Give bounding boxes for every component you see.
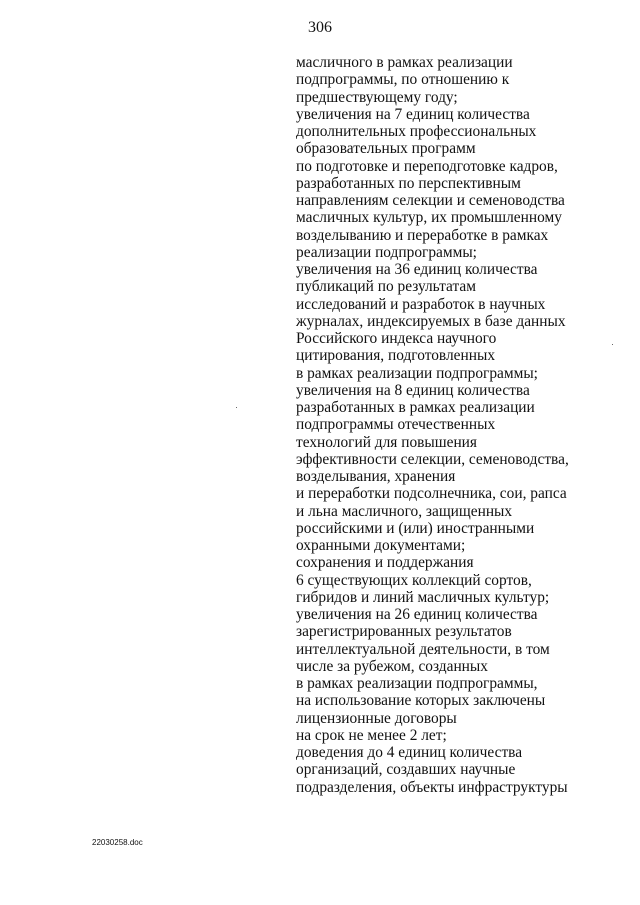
scan-speck	[236, 407, 237, 408]
text-line: Российского индекса научного	[296, 330, 497, 347]
text-line: возделывания, хранения	[296, 468, 456, 485]
text-line: журналах, индексируемых в базе данных	[296, 312, 566, 330]
text-line: интеллектуальной деятельности, в том	[296, 640, 550, 658]
text-line: российскими и (или) иностранными	[296, 519, 535, 537]
text-line: на срок не менее 2 лет;	[296, 726, 447, 744]
text-line: цитирования, подготовленных	[296, 347, 496, 365]
text-line: увеличения на 26 единиц количества	[296, 606, 538, 623]
body-text	[296, 54, 626, 796]
text-line: предшествующему году;	[296, 88, 458, 106]
text-line: по подготовке и переподготовке кадров,	[296, 157, 558, 175]
text-line: сохранения и поддержания	[296, 554, 474, 572]
scan-speck	[612, 344, 613, 345]
text-line: реализации подпрограммы;	[296, 243, 477, 261]
text-line: технологий для повышения	[296, 433, 477, 451]
text-line: направлениям селекции и семеноводства	[296, 192, 565, 209]
page-number: 306	[308, 19, 332, 36]
footer-filename: 22030258.doc	[92, 838, 143, 847]
text-line: и переработки подсолнечника, сои, рапса	[296, 485, 567, 503]
text-line: охранными документами;	[296, 537, 466, 554]
text-line: подпрограммы, по отношению к	[296, 71, 510, 89]
text-line: гибридов и линий масличных культур;	[296, 588, 550, 606]
text-line: эффективности селекции, семеноводства,	[296, 450, 569, 468]
text-line: лицензионные договоры	[296, 709, 457, 727]
text-line: и льна масличного, защищенных	[296, 502, 513, 520]
text-line: зарегистрированных результатов	[296, 623, 512, 641]
text-line: доведения до 4 единиц количества	[296, 744, 523, 761]
text-line: организаций, создавших научные	[296, 761, 516, 779]
text-line: увеличения на 7 единиц количества	[296, 105, 530, 123]
text-line: масличных культур, их промышленному	[296, 209, 562, 227]
text-line: числе за рубежом, созданных	[296, 657, 488, 675]
text-line: в рамках реализации подпрограммы;	[296, 364, 538, 382]
text-line: подпрограммы отечественных	[296, 416, 496, 434]
text-line: увеличения на 8 единиц количества	[296, 381, 530, 399]
text-line: разработанных по перспективным	[296, 174, 521, 192]
text-line: в рамках реализации подпрограммы,	[296, 675, 538, 692]
text-line: публикаций по результатам	[296, 278, 476, 296]
text-line: на использование которых заключены	[296, 692, 546, 710]
text-line: образовательных программ	[296, 140, 476, 158]
text-line: 6 существующих коллекций сортов,	[296, 571, 532, 589]
text-line: разработанных в рамках реализации	[296, 399, 535, 416]
text-line: возделыванию и переработке в рамках	[296, 226, 549, 244]
text-line: подразделения, объекты инфраструктуры	[296, 778, 568, 796]
text-line: увеличения на 36 единиц количества	[296, 261, 538, 278]
text-line: исследований и разработок в научных	[296, 295, 546, 313]
text-line: масличного в рамках реализации	[296, 54, 513, 71]
text-line: дополнительных профессиональных	[296, 123, 537, 140]
